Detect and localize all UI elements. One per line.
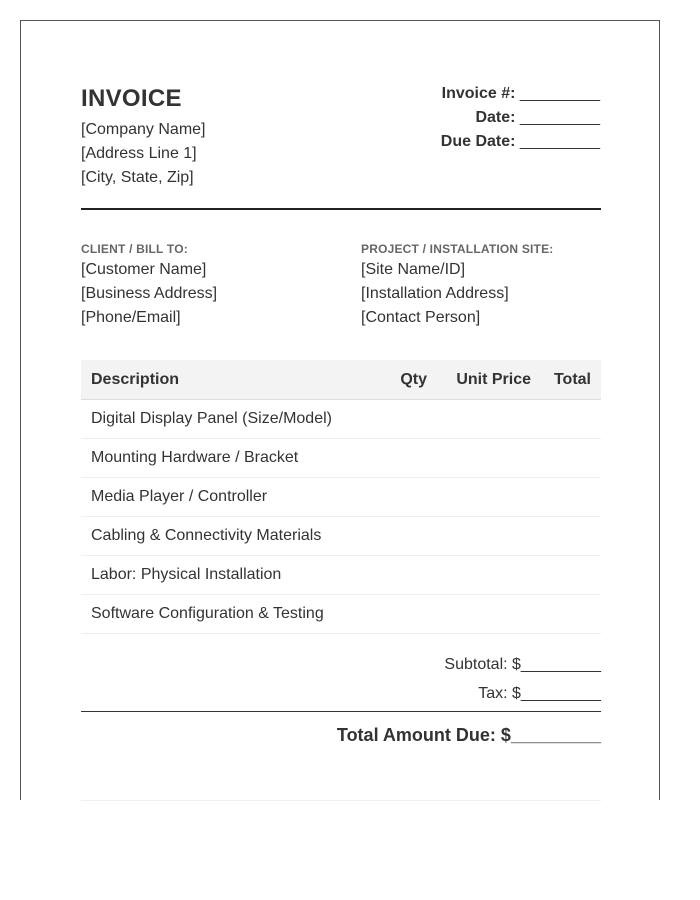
row-description: Media Player / Controller — [81, 478, 377, 517]
invoice-meta — [441, 82, 600, 154]
row-description: Labor: Physical Installation — [81, 556, 377, 595]
company-block — [81, 118, 206, 190]
invoice-date-blank: _________ — [519, 109, 600, 126]
client-contact: [Phone/Email] — [81, 309, 181, 326]
invoice-number-blank: _________ — [519, 85, 600, 102]
table-row — [81, 595, 601, 634]
site-block — [361, 242, 554, 330]
invoice-number-row — [441, 82, 600, 106]
due-date-row — [441, 130, 600, 154]
invoice-title: INVOICE — [81, 85, 182, 112]
col-description: Description — [81, 360, 377, 400]
line-items-table — [81, 360, 601, 634]
col-qty: Qty — [377, 360, 437, 400]
total-amount-due: Total Amount Due: $_________ — [336, 725, 601, 745]
due-date-label: Due Date: — [440, 133, 516, 150]
col-total: Total — [541, 360, 601, 400]
row-description: Software Configuration & Testing — [81, 595, 377, 634]
row-description: Cabling & Connectivity Materials — [81, 517, 377, 556]
table-row — [81, 439, 601, 478]
site-name: [Site Name/ID] — [361, 261, 466, 278]
client-block — [81, 242, 217, 330]
totals-divider — [81, 711, 601, 712]
tax-line: Tax: $_________ — [478, 685, 601, 702]
invoice-number-label: Invoice #: — [441, 85, 516, 102]
company-city: [City, State, Zip] — [81, 169, 194, 186]
table-row — [81, 556, 601, 595]
invoice-date-row — [441, 106, 600, 130]
header-divider — [81, 208, 601, 210]
invoice-date-label: Date: — [475, 109, 516, 126]
client-name: [Customer Name] — [81, 261, 207, 278]
table-header-row — [81, 360, 601, 400]
company-address: [Address Line 1] — [81, 145, 197, 162]
col-unit-price: Unit Price — [437, 360, 541, 400]
footer-divider — [81, 800, 601, 801]
table-row — [81, 478, 601, 517]
subtotal-line: Subtotal: $_________ — [444, 656, 601, 673]
client-label: CLIENT / BILL TO: — [81, 242, 188, 256]
due-date-blank: _________ — [519, 133, 600, 150]
table-row — [81, 400, 601, 439]
site-contact: [Contact Person] — [361, 309, 481, 326]
table-row — [81, 517, 601, 556]
site-address: [Installation Address] — [361, 285, 509, 302]
company-name: [Company Name] — [81, 121, 206, 138]
site-label: PROJECT / INSTALLATION SITE: — [361, 242, 554, 256]
row-description: Digital Display Panel (Size/Model) — [81, 400, 377, 439]
row-description: Mounting Hardware / Bracket — [81, 439, 377, 478]
client-address: [Business Address] — [81, 285, 218, 302]
